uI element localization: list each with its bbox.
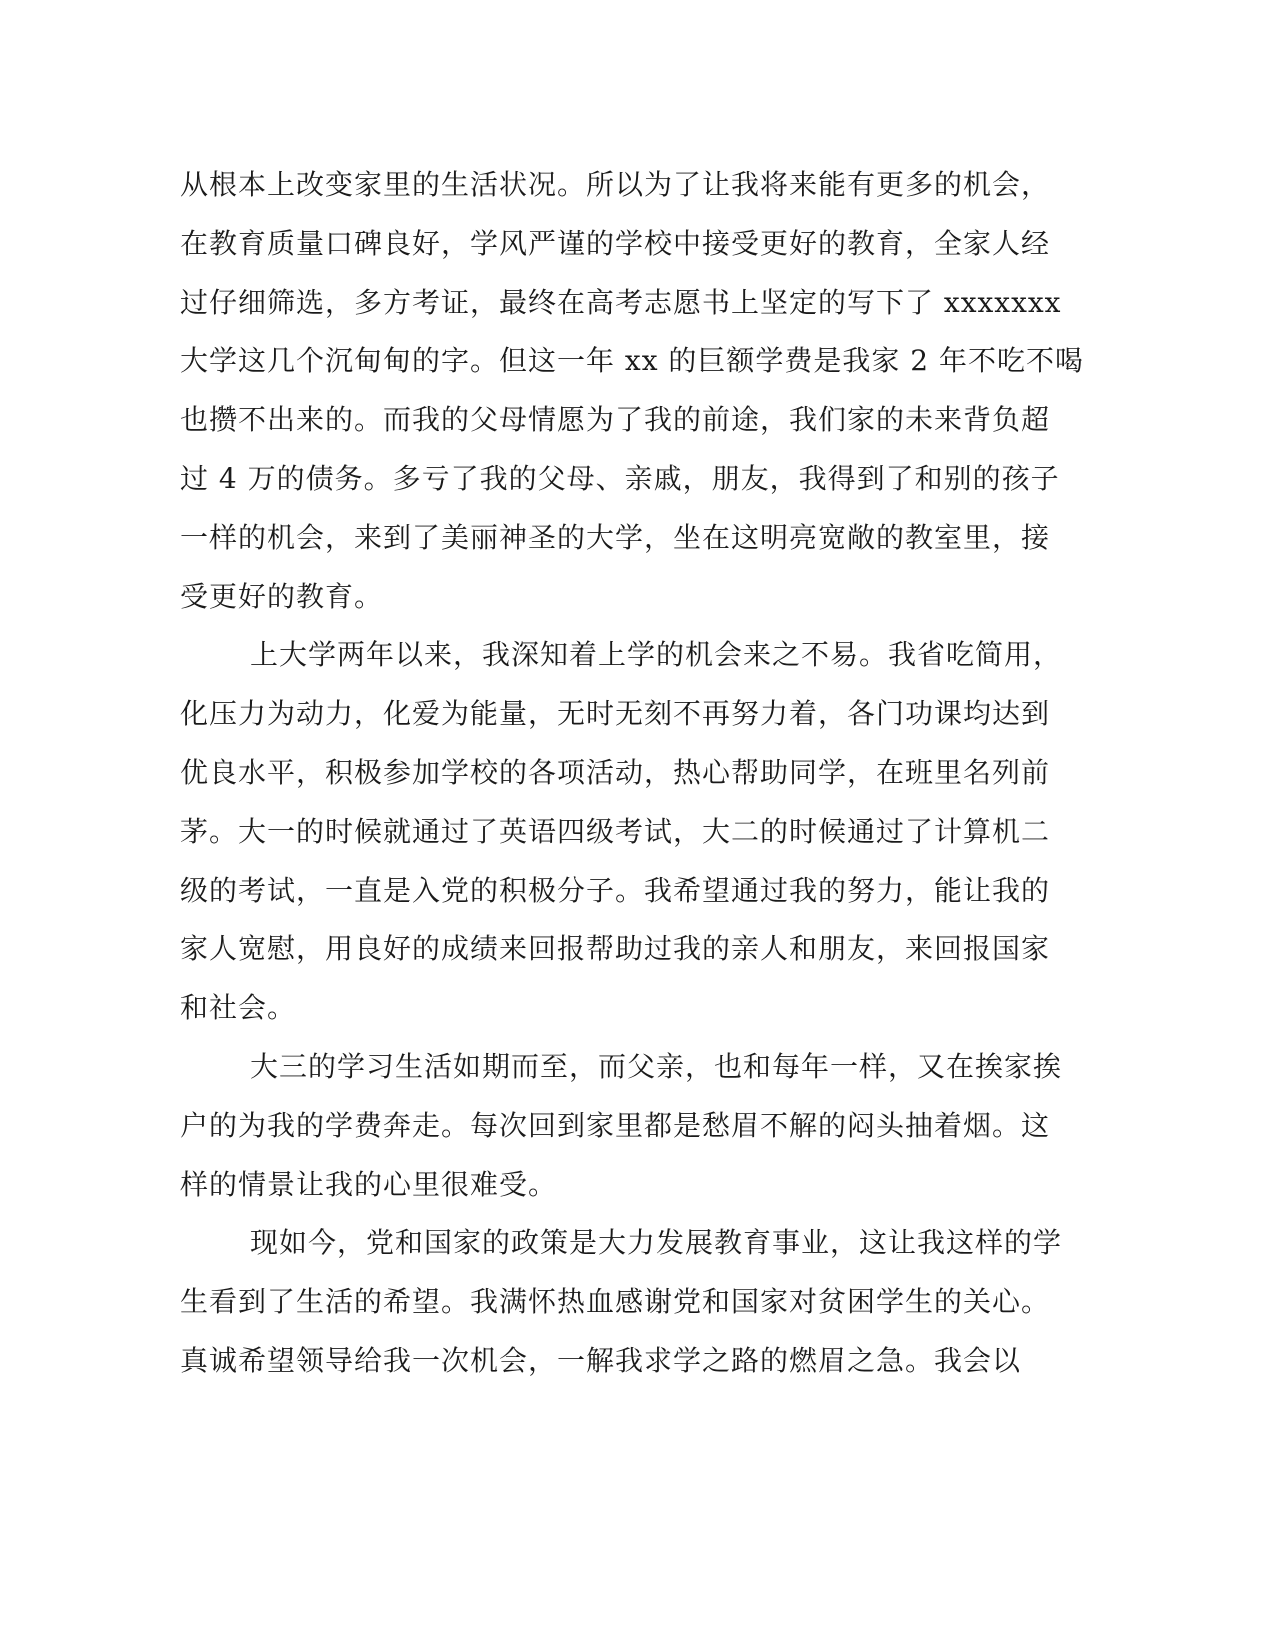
text-line: 茅。大一的时候就通过了英语四级考试，大二的时候通过了计算机二 xyxy=(180,814,1051,848)
text-line: 也攒不出来的。而我的父母情愿为了我的前途，我们家的未来背负超 xyxy=(180,403,1051,437)
text-line: 样的情景让我的心里很难受。 xyxy=(180,1167,558,1201)
text-line: 现如今，党和国家的政策是大力发展教育事业，这让我这样的学 xyxy=(250,1226,1063,1260)
text-line: 在教育质量口碑良好，学风严谨的学校中接受更好的教育，全家人经 xyxy=(180,226,1051,260)
text-line: 大学这几个沉甸甸的字。但这一年 xx 的巨额学费是我家 2 年不吃不喝 xyxy=(180,344,1085,378)
text-line: 从根本上改变家里的生活状况。所以为了让我将来能有更多的机会， xyxy=(180,168,1051,201)
text-line: 受更好的教育。 xyxy=(180,579,384,613)
text-line: 生看到了生活的希望。我满怀热血感谢党和国家对贫困学生的关心。 xyxy=(180,1285,1051,1319)
text-line: 家人宽慰，用良好的成绩来回报帮助过我的亲人和朋友，来回报国家 xyxy=(180,932,1051,966)
text-line: 级的考试，一直是入党的积极分子。我希望通过我的努力，能让我的 xyxy=(180,873,1051,907)
text-line: 和社会。 xyxy=(180,991,297,1025)
text-line: 过仔细筛选，多方考证，最终在高考志愿书上坚定的写下了 xxxxxxx xyxy=(180,285,1062,319)
text-line: 大三的学习生活如期而至，而父亲，也和每年一样，又在挨家挨 xyxy=(250,1049,1063,1083)
text-line: 化压力为动力，化爱为能量，无时无刻不再努力着，各门功课均达到 xyxy=(180,697,1051,731)
text-line: 优良水平，积极参加学校的各项活动，热心帮助同学，在班里名列前 xyxy=(180,755,1051,789)
text-line: 户的为我的学费奔走。每次回到家里都是愁眉不解的闷头抽着烟。这 xyxy=(180,1108,1051,1142)
text-line: 真诚希望领导给我一次机会，一解我求学之路的燃眉之急。我会以 xyxy=(180,1343,1022,1377)
text-line: 过 4 万的债务。多亏了我的父母、亲戚，朋友，我得到了和别的孩子 xyxy=(180,461,1060,495)
document-body xyxy=(180,165,1085,1400)
text-line: 一样的机会，来到了美丽神圣的大学，坐在这明亮宽敞的教室里，接 xyxy=(180,520,1051,554)
text-line: 上大学两年以来，我深知着上学的机会来之不易。我省吃简用， xyxy=(250,638,1063,672)
